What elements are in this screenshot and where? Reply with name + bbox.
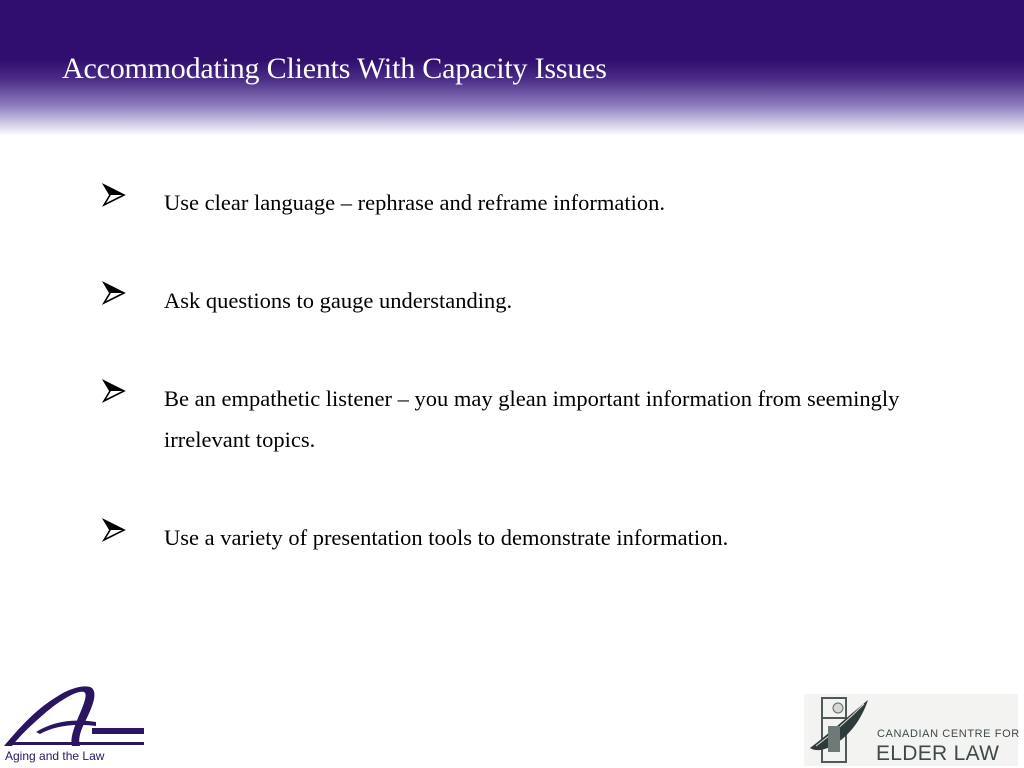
logo-line-2: ELDER LAW <box>876 742 1000 765</box>
canadian-centre-for-elder-law-logo <box>804 694 1018 766</box>
feather-leaf-mark-icon <box>808 696 874 764</box>
arrow-bullet-icon <box>102 280 126 308</box>
logo-caption: Aging and the Law <box>5 749 105 763</box>
arrow-bullet-icon <box>102 517 126 545</box>
logo-line-1: CANADIAN CENTRE FOR <box>877 728 1020 740</box>
aging-and-the-law-mark-icon <box>0 680 152 752</box>
bullet-text: Use a variety of presentation tools to demonstrate information. <box>164 525 729 550</box>
bullet-text: Use clear language – rephrase and reframe information. <box>164 190 666 215</box>
arrow-bullet-icon <box>102 182 126 210</box>
arrow-bullet-icon <box>102 378 126 406</box>
slide-title: Accommodating Clients With Capacity Issues <box>62 52 607 85</box>
aging-and-the-law-logo <box>0 680 152 768</box>
bullet-text: Ask questions to gauge understanding. <box>164 288 513 313</box>
bullet-text: Be an empathetic listener – you may glean important information from seemingly irrelevant topics. <box>164 386 900 452</box>
